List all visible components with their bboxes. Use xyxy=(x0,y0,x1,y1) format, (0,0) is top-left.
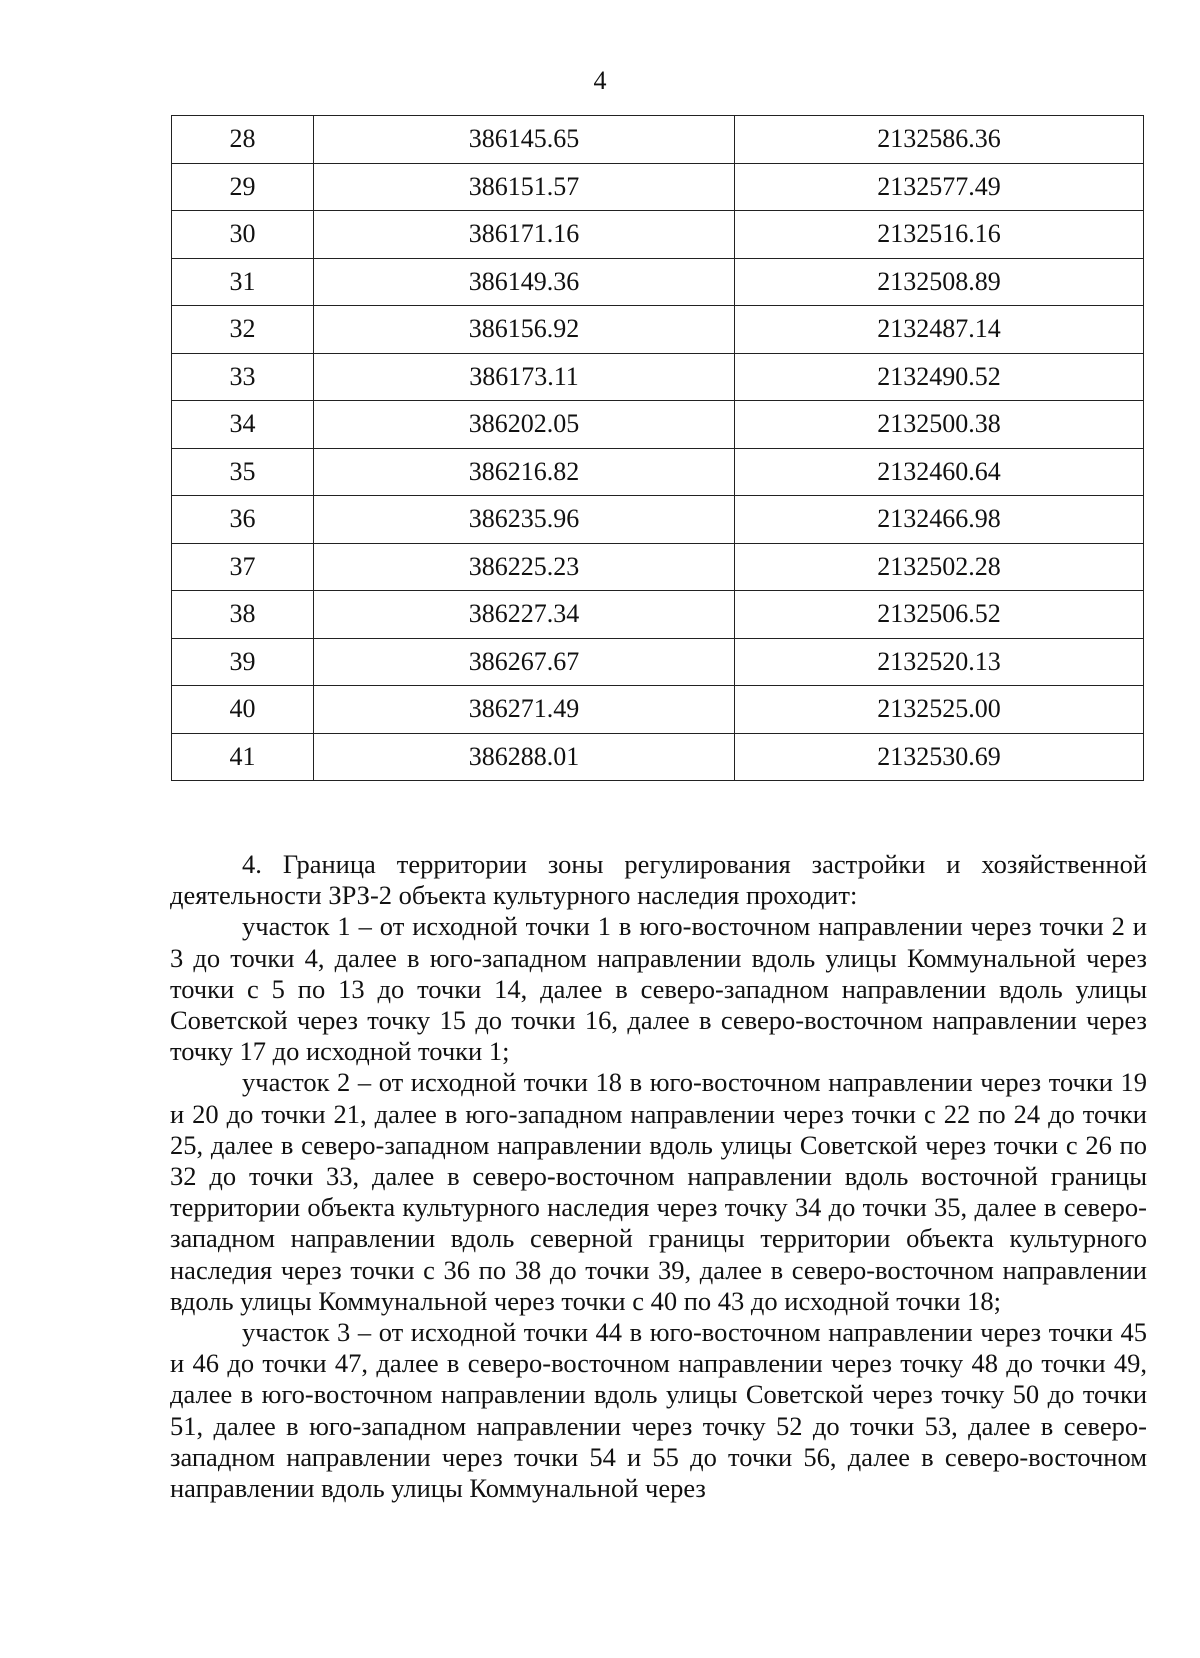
table-row xyxy=(172,401,1144,449)
point-number-cell: 33 xyxy=(172,353,314,401)
table-row xyxy=(172,591,1144,639)
table-row xyxy=(172,543,1144,591)
x-coordinate-cell: 386271.49 xyxy=(314,686,735,734)
point-number-cell: 31 xyxy=(172,258,314,306)
point-number-cell: 40 xyxy=(172,686,314,734)
y-coordinate-cell: 2132506.52 xyxy=(735,591,1144,639)
x-coordinate-cell: 386227.34 xyxy=(314,591,735,639)
y-coordinate-cell: 2132525.00 xyxy=(735,686,1144,734)
point-number-cell: 30 xyxy=(172,211,314,259)
x-coordinate-cell: 386288.01 xyxy=(314,733,735,781)
table-row xyxy=(172,638,1144,686)
x-coordinate-cell: 386156.92 xyxy=(314,306,735,354)
x-coordinate-cell: 386149.36 xyxy=(314,258,735,306)
table-row xyxy=(172,258,1144,306)
x-coordinate-cell: 386216.82 xyxy=(314,448,735,496)
point-number-cell: 32 xyxy=(172,306,314,354)
y-coordinate-cell: 2132516.16 xyxy=(735,211,1144,259)
y-coordinate-cell: 2132487.14 xyxy=(735,306,1144,354)
x-coordinate-cell: 386145.65 xyxy=(314,116,735,164)
point-number-cell: 29 xyxy=(172,163,314,211)
point-number-cell: 34 xyxy=(172,401,314,449)
point-number-cell: 28 xyxy=(172,116,314,164)
point-number-cell: 35 xyxy=(172,448,314,496)
y-coordinate-cell: 2132508.89 xyxy=(735,258,1144,306)
y-coordinate-cell: 2132530.69 xyxy=(735,733,1144,781)
x-coordinate-cell: 386151.57 xyxy=(314,163,735,211)
point-number-cell: 39 xyxy=(172,638,314,686)
y-coordinate-cell: 2132466.98 xyxy=(735,496,1144,544)
coordinates-table xyxy=(171,115,1144,781)
y-coordinate-cell: 2132500.38 xyxy=(735,401,1144,449)
paragraph: участок 2 – от исходной точки 18 в юго-восточном направлении через точки 19 и 20 до точки 21, далее в юго-западном направлении через точки с 22 по 24 до точки 25, далее в северо-западном направлении вдоль улицы Советской через точки с 26 по 32 до точки 33, далее в северо-восточном направлении вдоль восточной границы территории объекта культурного наследия через точку 34 до точки 35, далее в северо-западном направлении вдоль северной границы территории объекта культурного наследия через точки с 36 по 38 до точки 39, далее в северо-восточном направлении вдоль улицы Коммунальной через точки с 40 по 43 до исходной точки 18; xyxy=(170,1067,1147,1316)
y-coordinate-cell: 2132502.28 xyxy=(735,543,1144,591)
y-coordinate-cell: 2132586.36 xyxy=(735,116,1144,164)
page-number: 4 xyxy=(593,66,607,95)
paragraph: 4. Граница территории зоны регулирования застройки и хозяйственной деятельности ЗРЗ-2 объекта культурного наследия проходит: xyxy=(170,849,1147,911)
table-row xyxy=(172,686,1144,734)
y-coordinate-cell: 2132577.49 xyxy=(735,163,1144,211)
table-row xyxy=(172,353,1144,401)
body-text xyxy=(170,849,1147,1504)
x-coordinate-cell: 386225.23 xyxy=(314,543,735,591)
table-row xyxy=(172,733,1144,781)
x-coordinate-cell: 386173.11 xyxy=(314,353,735,401)
table-row xyxy=(172,306,1144,354)
point-number-cell: 37 xyxy=(172,543,314,591)
table-row xyxy=(172,163,1144,211)
table-row xyxy=(172,211,1144,259)
paragraph: участок 1 – от исходной точки 1 в юго-восточном направлении через точки 2 и 3 до точки 4, далее в юго-западном направлении вдоль улицы Коммунальной через точки с 5 по 13 до точки 14, далее в северо-западном направлении вдоль улицы Советской через точку 15 до точки 16, далее в северо-восточном направлении через точку 17 до исходной точки 1; xyxy=(170,911,1147,1067)
y-coordinate-cell: 2132520.13 xyxy=(735,638,1144,686)
table-row xyxy=(172,496,1144,544)
paragraph: участок 3 – от исходной точки 44 в юго-восточном направлении через точки 45 и 46 до точки 47, далее в северо-восточном направлении через точку 48 до точки 49, далее в юго-восточном направлении вдоль улицы Советской через точку 50 до точки 51, далее в юго-западном направлении через точку 52 до точки 53, далее в северо-западном направлении через точки 54 и 55 до точки 56, далее в северо-восточном направлении вдоль улицы Коммунальной через xyxy=(170,1317,1147,1504)
x-coordinate-cell: 386235.96 xyxy=(314,496,735,544)
x-coordinate-cell: 386267.67 xyxy=(314,638,735,686)
point-number-cell: 41 xyxy=(172,733,314,781)
table-row xyxy=(172,448,1144,496)
point-number-cell: 36 xyxy=(172,496,314,544)
y-coordinate-cell: 2132490.52 xyxy=(735,353,1144,401)
x-coordinate-cell: 386171.16 xyxy=(314,211,735,259)
y-coordinate-cell: 2132460.64 xyxy=(735,448,1144,496)
x-coordinate-cell: 386202.05 xyxy=(314,401,735,449)
table-row xyxy=(172,116,1144,164)
point-number-cell: 38 xyxy=(172,591,314,639)
